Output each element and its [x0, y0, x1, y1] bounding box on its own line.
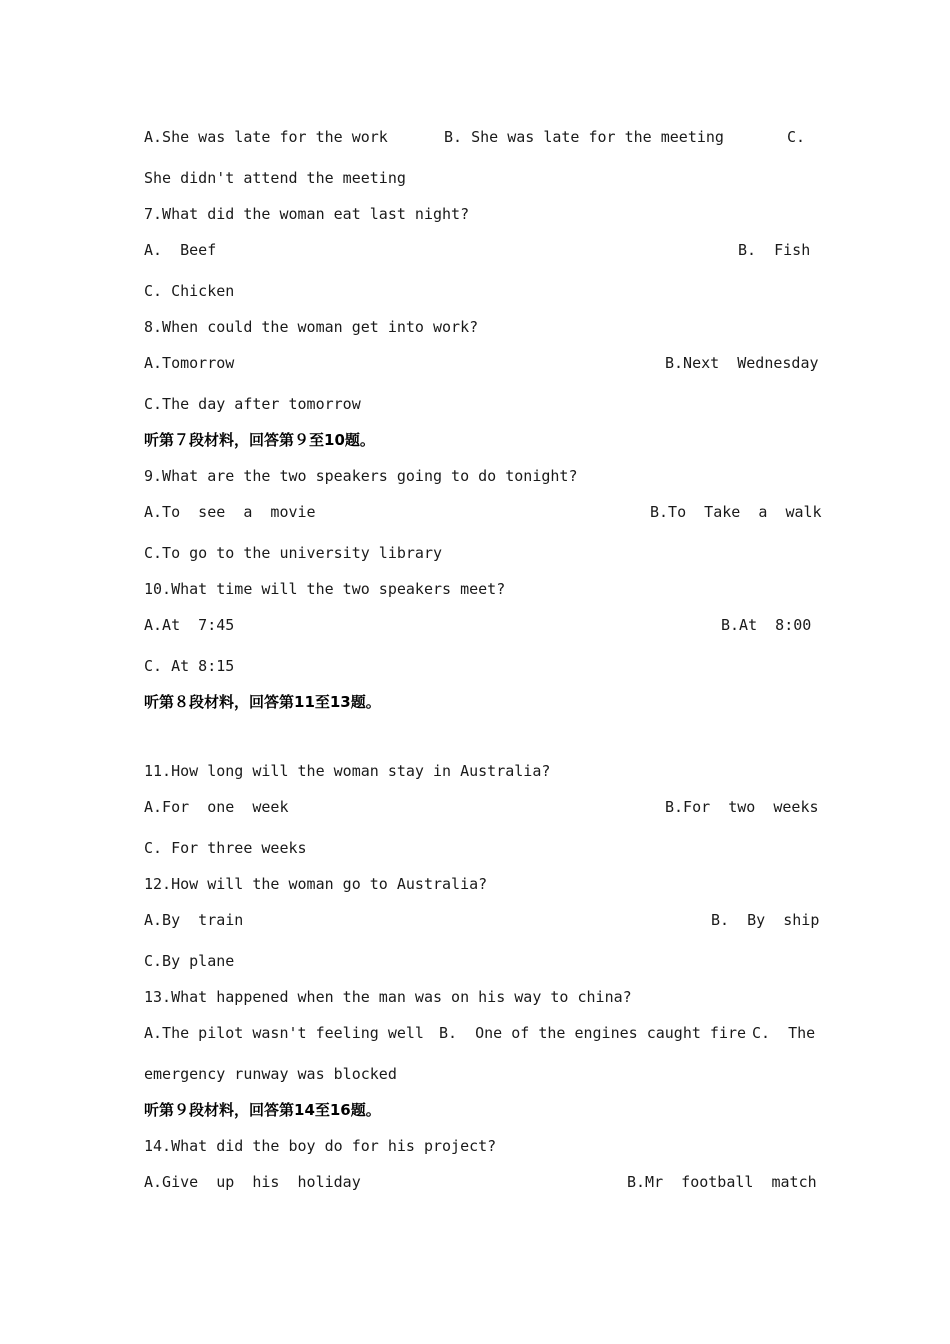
q6-option-c-text: She didn't attend the meeting [144, 169, 406, 187]
q11-option-c: C. For three weeks [144, 839, 307, 857]
question-12: 12.How will the woman go to Australia? [144, 875, 488, 893]
q10-option-b: B.At 8:00 [721, 616, 812, 634]
question-11: 11.How long will the woman stay in Australia? [144, 762, 551, 780]
q10-option-c: C. At 8:15 [144, 657, 235, 675]
question-14: 14.What did the boy do for his project? [144, 1137, 497, 1155]
q7-option-a: A. Beef [144, 241, 217, 259]
q8-option-c: C.The day after tomorrow [144, 395, 361, 413]
q10-option-a: A.At 7:45 [144, 616, 235, 634]
q13-option-c-label: C. The [752, 1024, 816, 1042]
question-8: 8.When could the woman get into work? [144, 318, 479, 336]
q8-option-b: B.Next Wednesday [665, 354, 819, 372]
q6-option-b: B. She was late for the meeting [444, 128, 724, 146]
question-7: 7.What did the woman eat last night? [144, 205, 470, 223]
q9-option-c: C.To go to the university library [144, 544, 443, 562]
q12-option-c: C.By plane [144, 952, 235, 970]
q6-option-c-label: C. [787, 128, 806, 146]
q12-option-b: B. By ship [711, 911, 820, 929]
q14-option-b: B.Mr football match [627, 1173, 817, 1191]
q9-option-a: A.To see a movie [144, 503, 316, 521]
q11-option-a: A.For one week [144, 798, 289, 816]
question-13: 13.What happened when the man was on his way to china? [144, 988, 632, 1006]
q11-option-b: B.For two weeks [665, 798, 819, 816]
section-heading-8: 听第８段材料，回答第11至13题。 [144, 693, 381, 711]
q7-option-b: B. Fish [738, 241, 811, 259]
question-10: 10.What time will the two speakers meet? [144, 580, 506, 598]
q7-option-c: C. Chicken [144, 282, 235, 300]
q13-option-c-text: emergency runway was blocked [144, 1065, 397, 1083]
section-heading-7: 听第７段材料，回答第９至10题。 [144, 431, 375, 449]
q13-option-b: B. One of the engines caught fire [439, 1024, 747, 1042]
q8-option-a: A.Tomorrow [144, 354, 235, 372]
q12-option-a: A.By train [144, 911, 244, 929]
q6-option-a: A.She was late for the work [144, 128, 388, 146]
q9-option-b: B.To Take a walk [650, 503, 822, 521]
section-heading-9: 听第９段材料，回答第14至16题。 [144, 1101, 381, 1119]
question-9: 9.What are the two speakers going to do tonight? [144, 467, 578, 485]
q13-option-a: A.The pilot wasn't feeling well [144, 1024, 424, 1042]
q14-option-a: A.Give up his holiday [144, 1173, 361, 1191]
